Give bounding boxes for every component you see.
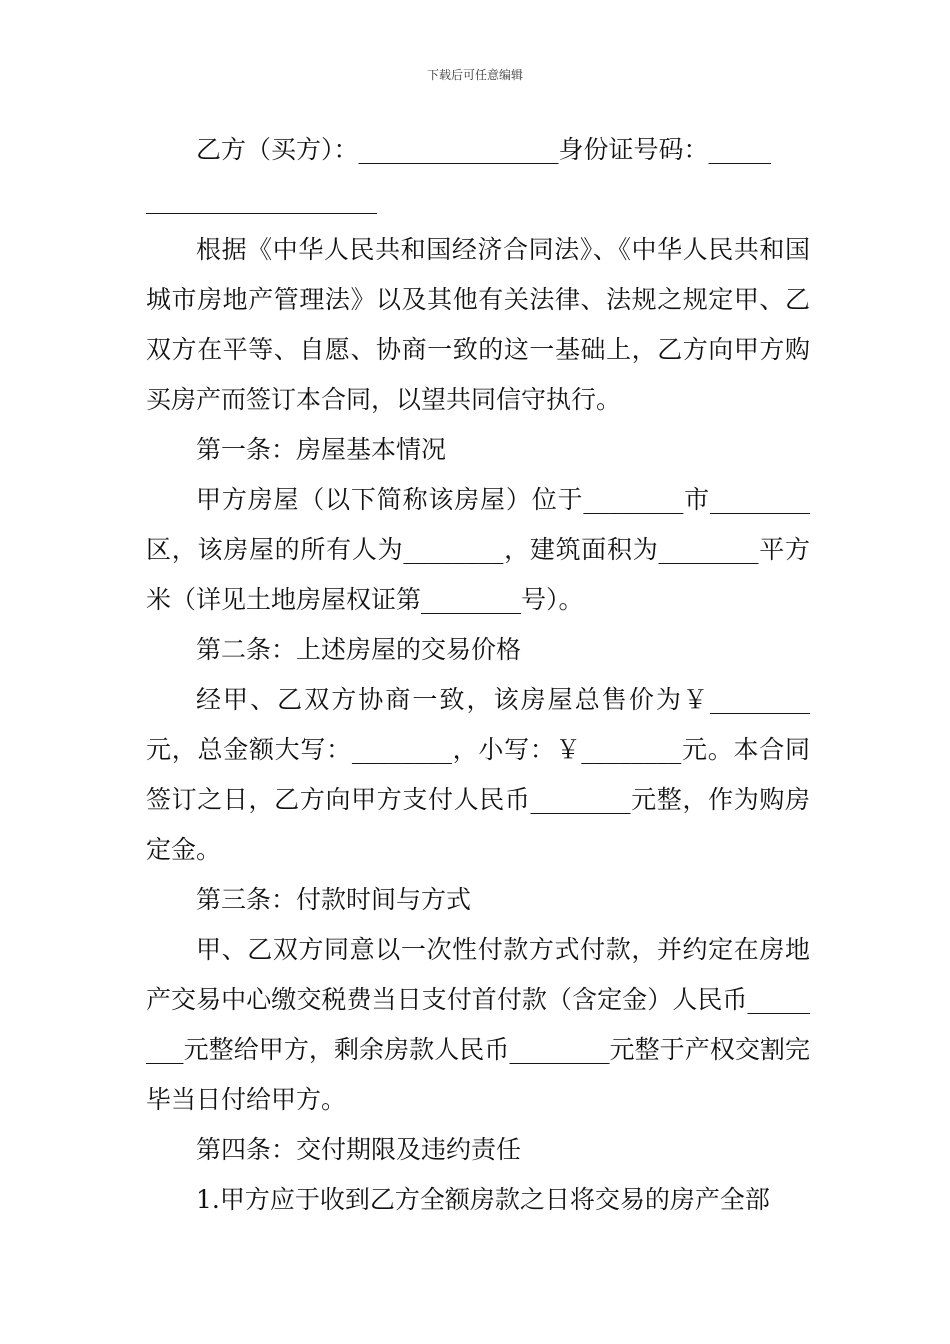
preamble-paragraph: 根据《中华人民共和国经济合同法》、《中华人民共和国城市房地产管理法》以及其他有关法律、法规之规定甲、乙双方在平等、自愿、协商一致的这一基础上，乙方向甲方购买房产而签订本合同，以望共同信守执行。 — [146, 235, 810, 414]
article-3-body: 甲、乙双方同意以一次性付款方式付款，并约定在房地产交易中心缴交税费当日支付首付款（含定金）人民币________元整给甲方，剩余房款人民币________元整于产权交割完毕当日付给甲方。 — [146, 935, 810, 1114]
article-4-item-1: 1.甲方应于收到乙方全额房款之日将交易的房产全部 — [196, 1185, 770, 1214]
article-4-heading: 第四条：交付期限及违约责任 — [196, 1135, 522, 1164]
contract-body — [146, 125, 810, 1225]
article-3-heading: 第三条：付款时间与方式 — [196, 885, 472, 914]
page-header-note: 下载后可任意编辑 — [426, 68, 523, 82]
article-2-heading: 第二条：上述房屋的交易价格 — [196, 635, 522, 664]
party-b-id-blank: ____________________ — [146, 185, 376, 214]
party-b-line: 乙方（买方）：________________身份证号码：_____ — [196, 135, 772, 164]
article-1-body: 甲方房屋（以下简称该房屋）位于________市________区，该房屋的所有人为________，建筑面积为________平方米（详见土地房屋权证第________号）。 — [146, 485, 810, 614]
article-2-body: 经甲、乙双方协商一致，该房屋总售价为￥________元，总金额大写：________，小写：￥________元。本合同签订之日，乙方向甲方支付人民币________元整，作为购房定金。 — [146, 685, 810, 864]
article-1-heading: 第一条：房屋基本情况 — [196, 435, 447, 464]
